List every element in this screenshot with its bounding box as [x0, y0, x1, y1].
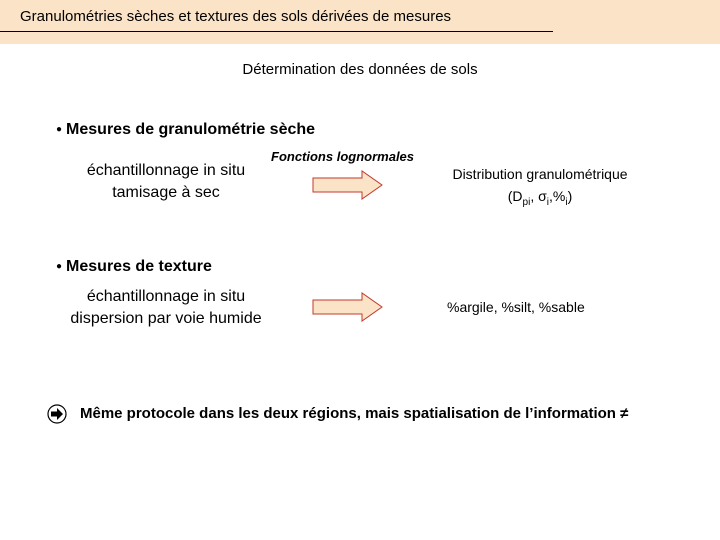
granulometry-method-line2: tamisage à sec: [112, 184, 220, 201]
granulometry-method: [60, 160, 272, 204]
title-underline: [0, 31, 553, 32]
section-granulometry-title: Mesures de granulométrie sèche: [66, 121, 316, 138]
bullet-icon: ●: [56, 261, 63, 272]
arrow-right-icon: [312, 170, 384, 200]
arrow-circle-icon: [47, 404, 67, 424]
arrow-label: Fonctions lognormales: [271, 149, 415, 164]
section-texture-title: Mesures de texture: [66, 258, 212, 275]
section-texture-heading: [56, 258, 212, 276]
granulometry-result-line1: Distribution granulométrique: [452, 166, 628, 182]
texture-method-line2: dispersion par voie humide: [70, 310, 262, 327]
arrow-right-icon: [312, 292, 384, 322]
section-granulometry-heading: [56, 121, 315, 139]
header-band: [0, 0, 720, 44]
texture-result: %argile, %silt, %sable: [447, 299, 585, 315]
granulometry-result: [440, 163, 640, 214]
slide-subtitle: Détermination des données de sols: [242, 61, 478, 78]
texture-method-line1: échantillonnage in situ: [86, 288, 246, 305]
texture-method: [46, 286, 286, 330]
slide-title: Granulométries sèches et textures des sols dérivées de mesures: [20, 8, 452, 25]
granulometry-method-line1: échantillonnage in situ: [86, 162, 246, 179]
bullet-icon: ●: [56, 124, 63, 135]
granulometry-result-line2: ($D_{pi}$, $\sigma_i,\%_i$): [507, 188, 573, 208]
conclusion-text: Même protocole dans les deux régions, mais spatialisation de l’information ≠: [80, 405, 629, 422]
sigma-symbol: σ: [538, 188, 547, 204]
